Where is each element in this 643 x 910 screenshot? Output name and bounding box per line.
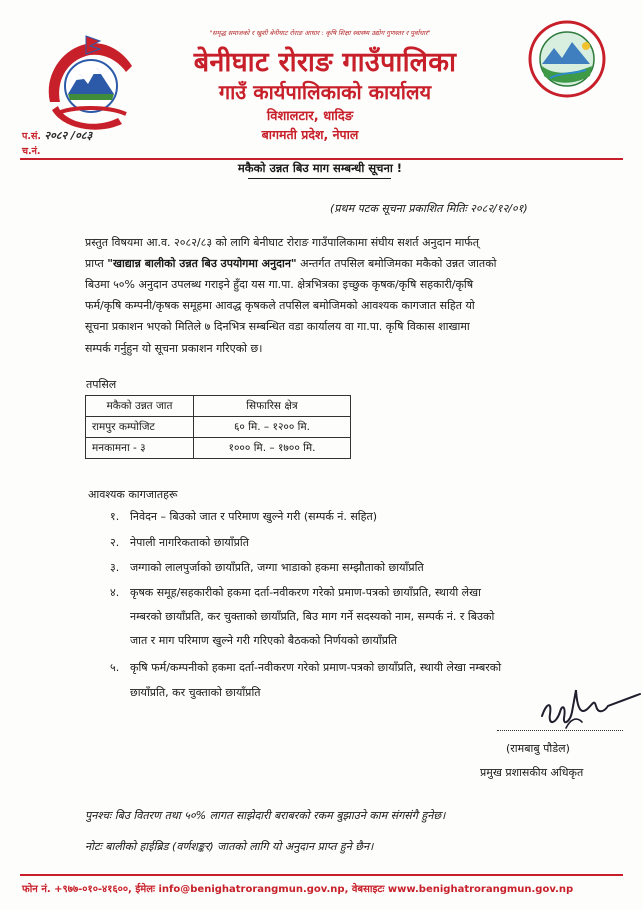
column-header: सिफारिस क्षेत्र bbox=[194, 396, 351, 417]
postscript-note: पुनश्चः बिउ वितरण तथा ५०% लागत साझेदारी बराबरको रकम बुझाउने काम संगसंगै हुनेछ। bbox=[85, 809, 446, 822]
office-name: गाउँ कार्यपालिकाको कार्यालय bbox=[218, 80, 432, 104]
variety-cell: मनकामना - ३ bbox=[86, 438, 194, 459]
nepal-emblem-icon bbox=[42, 32, 140, 132]
contact-footer: फोन नं. +९७७-०१०-४१६००, ईमेलः info@benighatrorangmun.gov.np, वेबसाइटः www.benighatrorangmun.gov.np bbox=[22, 884, 574, 895]
list-item: कृषक समूह/सहकारीको हकमा दर्ता-नवीकरण गरेको प्रमाण-पत्रको छायाँप्रति, स्थायी लेखा bbox=[130, 586, 481, 599]
table-header-row bbox=[86, 396, 351, 417]
list-item-number: ३. bbox=[110, 561, 120, 574]
documents-title: आवश्यक कागजातहरू bbox=[88, 488, 178, 501]
footer-divider bbox=[20, 874, 623, 876]
grant-program-name: "खाद्यान्न बालीको उन्नत बिउ उपयोगमा अनुदान" bbox=[107, 257, 297, 270]
list-item: निवेदन – बिउको जात र परिमाण खुल्ने गरी (सम्पर्क नं. सहित) bbox=[130, 510, 378, 523]
list-item-continuation: जात र माग परिमाण खुल्ने गरी गरिएको बैठकको निर्णयको छायाँप्रति bbox=[130, 634, 398, 647]
org-name: बेनीघाट रोराङ गाउँपालिका bbox=[193, 47, 457, 78]
office-address: विशालटार, धादिङ bbox=[266, 109, 354, 124]
variety-table bbox=[85, 395, 351, 459]
list-item: जग्गाको लालपुर्जाको छायाँप्रति, जग्गा भाडाको हकमा सम्झौताको छायाँप्रति bbox=[130, 561, 424, 574]
paragraph-line: सम्पर्क गर्नुहुन यो सूचना प्रकाशन गरिएको छ। bbox=[85, 342, 263, 355]
list-item: नेपाली नागरिकताको छायाँप्रति bbox=[130, 536, 250, 549]
altitude-cell: १००० मि. – १७०० मि. bbox=[194, 438, 351, 459]
table-row bbox=[86, 438, 351, 459]
altitude-cell: ६० मि. – १२०० मि. bbox=[194, 417, 351, 438]
motto: "समृद्ध समाजको र खुशी बेनीघाट रोराङ आधार : कृषि शिक्षा स्वास्थ्य उद्योग गुणस्तर र पूर्वाधार" bbox=[209, 29, 431, 37]
dispatch-number: च.नं. bbox=[22, 146, 41, 157]
list-item: कृषि फर्म/कम्पनीको हकमा दर्ता-नवीकरण गरेको प्रमाण-पत्रको छायाँप्रति, स्थायी लेखा नम्बरको bbox=[130, 661, 502, 674]
signer-title: प्रमुख प्रशासकीय अधिकृत bbox=[480, 766, 584, 779]
signature-line bbox=[497, 730, 623, 731]
published-date: (प्रथम पटक सूचना प्रकाशित मितिः २०८२/१२/०१) bbox=[330, 202, 528, 215]
details-label: तपसिल bbox=[86, 378, 117, 391]
reference-value: २०८२ /०८३ bbox=[44, 129, 93, 142]
list-item-continuation: नम्बरको छायाँप्रति, कर चुक्ताको छायाँप्रति, बिउ माग गर्ने सदस्यको नाम, सम्पर्क नं. र बिउको bbox=[130, 610, 495, 623]
paragraph-line bbox=[85, 256, 620, 271]
reference-label: प.सं. bbox=[22, 131, 45, 142]
paragraph-text: प्राप्त bbox=[85, 257, 108, 270]
hybrid-note: नोटः बालीको हाईब्रिड (वर्णशङ्कर) जातको लागि यो अनुदान प्राप्त हुने छैन। bbox=[85, 840, 374, 853]
list-item-number: ५. bbox=[110, 661, 120, 674]
paragraph-line: सूचना प्रकाशन भएको मितिले ७ दिनभित्र सम्बन्धित वडा कार्यालय वा गा.पा. कृषि विकास शाखामा bbox=[85, 320, 470, 333]
notice-subject: मकैको उन्नत बिउ माग सम्बन्धी सूचना ! bbox=[237, 161, 403, 175]
list-item-number: ४. bbox=[110, 586, 120, 599]
paragraph-line: फर्म/कृषि कम्पनी/कृषक समूहमा आवद्ध कृषकले तपसिल बमोजिमको आवश्यक कागजात सहित यो bbox=[85, 299, 475, 312]
list-item-continuation: छायाँप्रति, कर चुक्ताको छायाँप्रति bbox=[130, 686, 261, 699]
list-item-number: १. bbox=[110, 510, 120, 523]
variety-cell: रामपुर कम्पोजिट bbox=[86, 417, 194, 438]
header-divider bbox=[20, 158, 623, 160]
signature-icon bbox=[536, 676, 643, 738]
subject-underline bbox=[248, 178, 391, 179]
signer-name: (रामबाबु पौडेल) bbox=[506, 742, 570, 755]
municipality-seal-icon bbox=[528, 20, 606, 98]
province-line: बागमती प्रदेश, नेपाल bbox=[261, 127, 359, 142]
list-item-number: २. bbox=[110, 536, 120, 549]
paragraph-line: प्रस्तुत विषयमा आ.व. २०८२/८३ को लागि बेनीघाट रोराङ गाउँपालिकामा संघीय सशर्त अनुदान मार्फत् bbox=[85, 236, 480, 249]
table-row bbox=[86, 417, 351, 438]
paragraph-line: बिउमा ५०% अनुदान उपलब्ध गराइने हुँदा यस गा.पा. क्षेत्रभित्रका इच्छुक कृषक/कृषि सहकारी/कृषि bbox=[85, 278, 474, 291]
paragraph-text: अन्तर्गत तपसिल बमोजिमका मकैको उन्नत जातको bbox=[296, 257, 497, 270]
column-header: मकैको उन्नत जात bbox=[86, 396, 194, 417]
reference-number bbox=[22, 128, 92, 143]
